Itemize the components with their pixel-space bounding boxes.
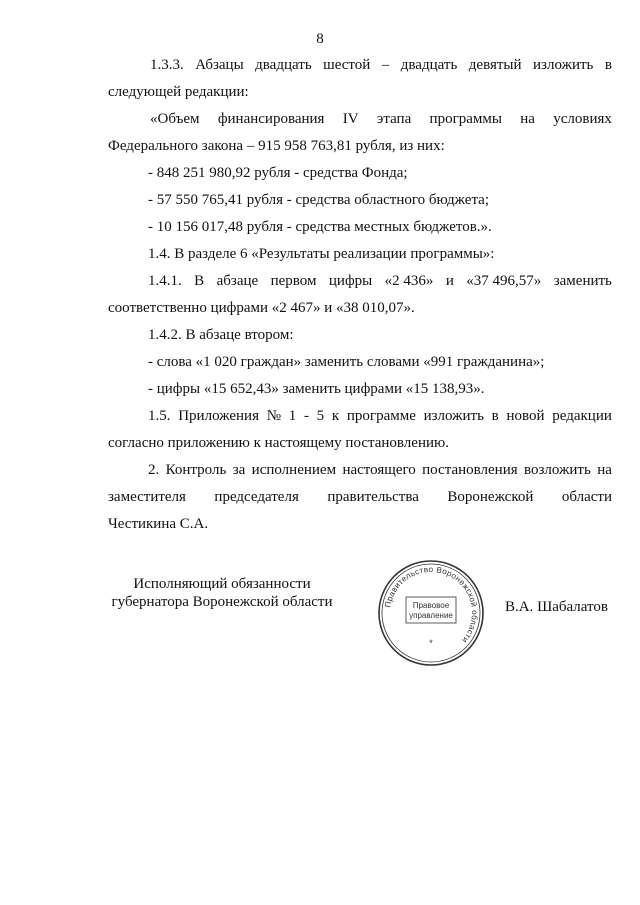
word: Воронежской	[447, 489, 534, 505]
word: шестой	[323, 57, 371, 73]
word: на	[597, 462, 612, 478]
word: и	[445, 273, 454, 289]
word: первом	[270, 273, 317, 289]
word: 2.	[148, 462, 160, 478]
word: к	[331, 408, 340, 424]
word: Приложения	[178, 408, 259, 424]
paragraph-quote-line2: Федерального закона – 915 958 763,81 рубля, из них:	[108, 138, 445, 154]
list-item-numbers: - цифры «15 652,43» заменить цифрами «15 138,93».	[148, 381, 485, 397]
paragraph-2-line3: Честикина С.А.	[108, 516, 209, 532]
word: изложить	[423, 408, 484, 424]
stamp-inner-line2: управление	[409, 611, 453, 620]
word: IV	[342, 111, 359, 127]
word: новой	[506, 408, 545, 424]
word: двадцать	[255, 57, 312, 73]
justified-words	[108, 488, 612, 506]
word: абзаце	[216, 273, 259, 289]
word: девятый	[468, 57, 522, 73]
word: 1.5.	[148, 408, 171, 424]
word: на	[520, 111, 535, 127]
word: председателя	[214, 489, 299, 505]
word: Контроль	[165, 462, 227, 478]
paragraph-1-3-3-line2: следующей редакции:	[108, 84, 249, 100]
paragraph-2-line2	[108, 488, 612, 506]
justified-words	[150, 110, 612, 128]
word: заместителя	[108, 489, 186, 505]
word: цифры	[328, 273, 373, 289]
paragraph-quote-line1	[150, 110, 612, 128]
word: №	[266, 408, 281, 424]
paragraph-1-5-line1	[148, 407, 612, 425]
word: 5	[316, 408, 325, 424]
paragraph-1-4-2: 1.4.2. В абзаце втором:	[148, 327, 294, 343]
justified-words	[148, 272, 612, 290]
stamp-outer-text: Правительство Воронежской области	[383, 564, 480, 645]
position-line1: Исполняющий обязанности	[133, 576, 311, 592]
list-item-regional-budget: - 57 550 765,41 рубля - средства областного бюджета;	[148, 192, 490, 208]
word: –	[381, 57, 390, 73]
signatory-name: В.А. Шабалатов	[505, 599, 608, 615]
word: Абзацы	[195, 57, 244, 73]
word: области	[561, 489, 612, 505]
word: В	[194, 273, 205, 289]
position-line2: губернатора Воронежской области	[111, 594, 333, 610]
list-item-fund: - 848 251 980,92 рубля - средства Фонда;	[148, 165, 408, 181]
word: постановления	[422, 462, 518, 478]
paragraph-1-4-1-line2: соответственно цифрами «2 467» и «38 010,07».	[108, 300, 415, 316]
word: редакции	[552, 408, 612, 424]
word: заменить	[553, 273, 612, 289]
word: возложить	[524, 462, 591, 478]
word: исполнением	[251, 462, 337, 478]
list-item-words: - слова «1 020 граждан» заменить словами «991 гражданина»;	[148, 354, 545, 370]
stamp-star: *	[429, 638, 433, 648]
word: правительства	[327, 489, 419, 505]
paragraph-1-4-1-line1	[148, 272, 612, 290]
word: «37 496,57»	[466, 273, 542, 289]
stamp-inner-line1: Правовое	[412, 601, 450, 610]
justified-words	[148, 407, 612, 425]
justified-words	[148, 461, 612, 479]
word: 1.4.1.	[148, 273, 182, 289]
word: за	[232, 462, 246, 478]
word: настоящего	[342, 462, 416, 478]
paragraph-1-4: 1.4. В разделе 6 «Результаты реализации программы»:	[148, 246, 495, 262]
justified-words	[150, 56, 612, 74]
word: изложить	[533, 57, 594, 73]
paragraph-2-line1	[148, 461, 612, 479]
word: «2 436»	[384, 273, 434, 289]
word: программы	[429, 111, 502, 127]
word: 1	[288, 408, 297, 424]
paragraph-1-5-line2: согласно приложению к настоящему постановлению.	[108, 435, 449, 451]
paragraph-1-3-3-line1	[150, 56, 612, 74]
signatory-position	[104, 575, 340, 611]
word: программе	[346, 408, 416, 424]
word: этапа	[376, 111, 412, 127]
word: финансирования	[217, 111, 325, 127]
list-item-local-budgets: - 10 156 017,48 рубля - средства местных бюджетов.».	[148, 219, 492, 235]
word: -	[303, 408, 309, 424]
page-number: 8	[316, 31, 324, 47]
word: в	[604, 57, 612, 73]
word: «Объем	[150, 111, 200, 127]
word: условиях	[553, 111, 612, 127]
official-stamp	[376, 558, 486, 668]
word: в	[491, 408, 499, 424]
word: двадцать	[400, 57, 458, 73]
word: 1.3.3.	[150, 57, 184, 73]
